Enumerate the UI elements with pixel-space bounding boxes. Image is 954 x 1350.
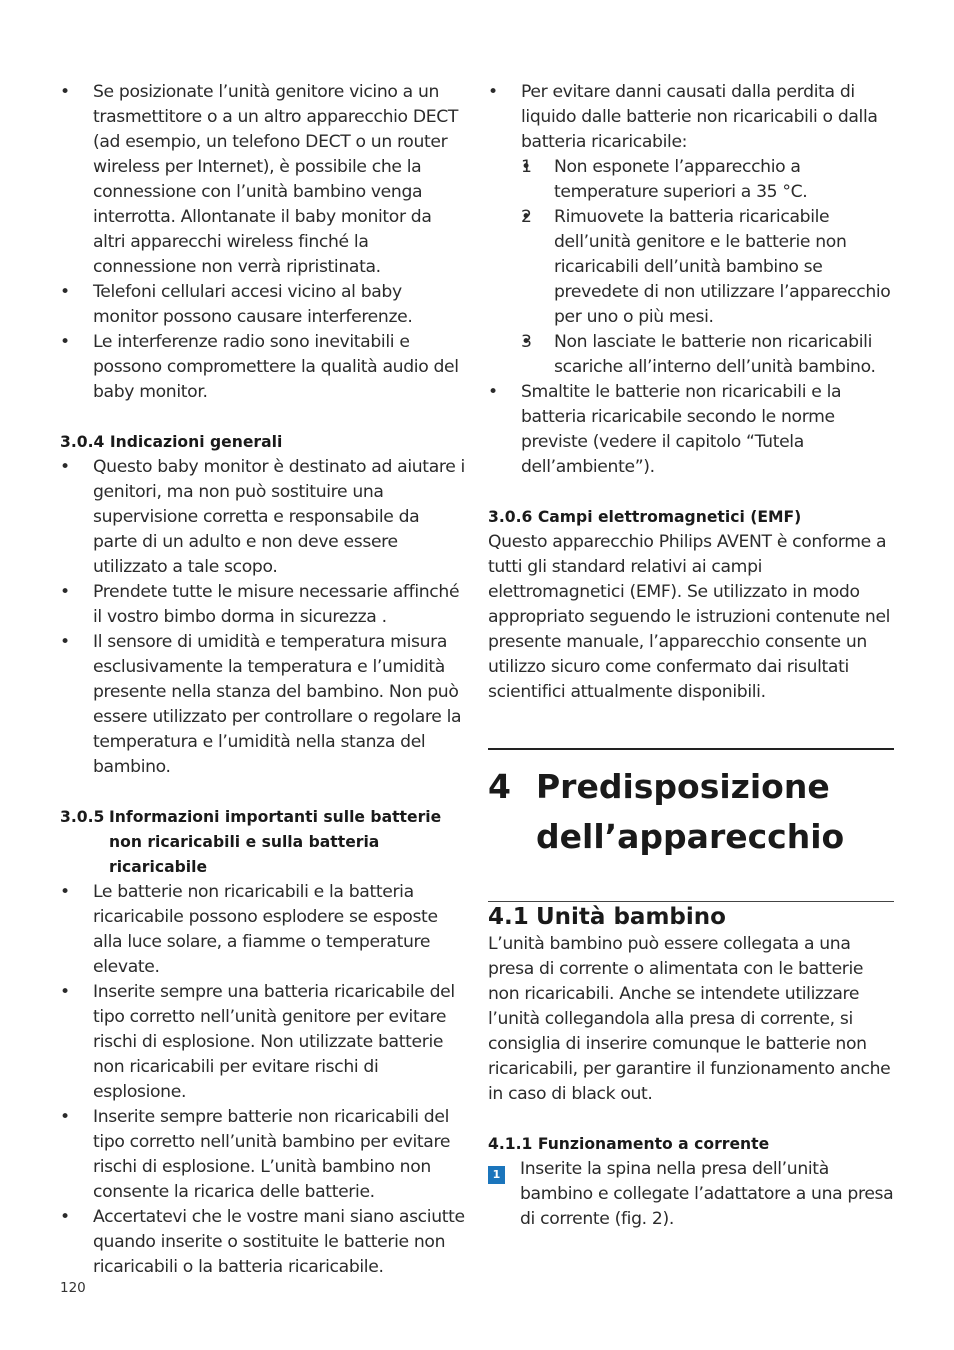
numbered-item <box>521 330 894 380</box>
numbered-item <box>521 155 894 205</box>
leak-bullet-list <box>488 80 894 480</box>
section-heading-4-1-1: 4.1.1 Funzionamento a corrente <box>488 1135 770 1153</box>
section-title: Informazioni importanti sulle batterie non ricaricabili e sulla batteria ricaricabile <box>109 808 442 876</box>
item-number: • 1 <box>521 157 532 177</box>
list-item: • Il sensore di umidità e temperatura misura esclusivamente la temperatura e l’umidità presente nella stanza del bambino. Non può essere utilizzato per controllare o regolare la temperatura e l’umidità nella stanza del bambino. <box>60 630 468 780</box>
list-item: • Le interferenze radio sono inevitabili e possono compromettere la qualità audio del baby monitor. <box>60 330 468 405</box>
section-heading-3-0-6: 3.0.6 Campi elettromagnetici (EMF) <box>488 508 802 526</box>
page-number: 120 <box>60 1280 86 1296</box>
intro-bullet-list <box>60 80 468 405</box>
item-text: Non lasciate le batterie non ricaricabili scariche all’interno dell’unità bambino. <box>554 332 876 377</box>
section-heading-4-1 <box>488 902 894 932</box>
right-column <box>488 80 894 1232</box>
section-heading-3-0-4: 3.0.4 Indicazioni generali <box>60 433 283 451</box>
chapter-rule <box>488 748 894 750</box>
left-column <box>60 80 468 1280</box>
step-item <box>488 1157 894 1232</box>
list-item: • Accertatevi che le vostre mani siano asciutte quando inserite o sostituite le batterie non ricaricabili o la batteria ricaricabile. <box>60 1205 468 1280</box>
list-item: • Inserite sempre una batteria ricaricabile del tipo corretto nell’unità genitore per evitare rischi di esplosione. Non utilizzate batterie non ricaricabili per evitare rischi di esplosione. <box>60 980 468 1105</box>
list-item: • Smaltite le batterie non ricaricabili e la batteria ricaricabile secondo le norme previste (vedere il capitolo “Tutela dell’ambiente”). <box>488 380 894 480</box>
chapter-title: Predisposizione dell’apparecchio <box>536 767 845 856</box>
item-number: • 3 <box>521 332 532 352</box>
step-number-badge: 1 <box>488 1166 505 1184</box>
step-text: Inserite la spina nella presa dell’unità bambino e collegate l’adattatore a una presa di corrente (fig. 2). <box>520 1159 894 1229</box>
battery-bullet-list <box>60 880 468 1280</box>
numbered-item <box>521 205 894 330</box>
list-item: • Le batterie non ricaricabili e la batteria ricaricabile possono esplodere se esposte alla luce solare, a fiamme o temperature elevate. <box>60 880 468 980</box>
chapter-number: 4 <box>488 767 511 806</box>
unit-paragraph: L’unità bambino può essere collegata a una presa di corrente o alimentata con le batterie non ricaricabili. Anche se intendete utilizzare l’unità collegandola alla presa di corrente, si consiglia di inserire comunque le batterie non ricaricabili, per garantire il funzionamento anche in caso di black out. <box>488 934 891 1104</box>
list-item: • Telefoni cellulari accesi vicino al baby monitor possono causare interferenze. <box>60 280 468 330</box>
section-heading-3-0-5 <box>60 805 468 880</box>
section-number: 4.1 <box>488 904 529 930</box>
item-text: Rimuovete la batteria ricaricabile dell’unità genitore e le batterie non ricaricabili dell’unità bambino se prevedete di non utilizzare l’apparecchio per uno o più mesi. <box>554 207 891 327</box>
list-item: • Prendete tutte le misure necessarie affinché il vostro bimbo dorma in sicurezza . <box>60 580 468 630</box>
list-item: • Se posizionate l’unità genitore vicino a un trasmettitore o a un altro apparecchio DECT (ad esempio, un telefono DECT o un router wireless per Internet), è possibile che la connessione con l’unità bambino venga interrotta. Allontanate il baby monitor da altri apparecchi wireless finché la connessione non verrà ripristinata. <box>60 80 468 280</box>
item-number: • 2 <box>521 207 532 227</box>
emf-paragraph: Questo apparecchio Philips AVENT è conforme a tutti gli standard relativi ai campi elettromagnetici (EMF). Se utilizzato in modo appropriato seguendo le istruzioni contenute nel presente manuale, l’apparecchio consente un utilizzo sicuro come confermato dai risultati scientifici attualmente disponibili. <box>488 532 891 702</box>
list-item <box>488 80 894 380</box>
section-title: Unità bambino <box>536 904 726 930</box>
item-text: Non esponete l’apparecchio a temperature superiori a 35 °C. <box>554 157 808 202</box>
list-item: • Questo baby monitor è destinato ad aiutare i genitori, ma non può sostituire una supervisione corretta e responsabile da parte di un adulto e non deve essere utilizzato a tale scopo. <box>60 455 468 580</box>
list-item: • Inserite sempre batterie non ricaricabili del tipo corretto nell’unità bambino per evitare rischi di esplosione. L’unità bambino non consente la ricarica delle batterie. <box>60 1105 468 1205</box>
list-item-text: Per evitare danni causati dalla perdita di liquido dalle batterie non ricaricabili o dalla batteria ricaricabile: <box>521 82 878 152</box>
chapter-heading <box>488 762 894 862</box>
numbered-list <box>521 155 894 380</box>
general-info-bullet-list <box>60 455 468 780</box>
section-number: 3.0.5 <box>60 808 105 826</box>
